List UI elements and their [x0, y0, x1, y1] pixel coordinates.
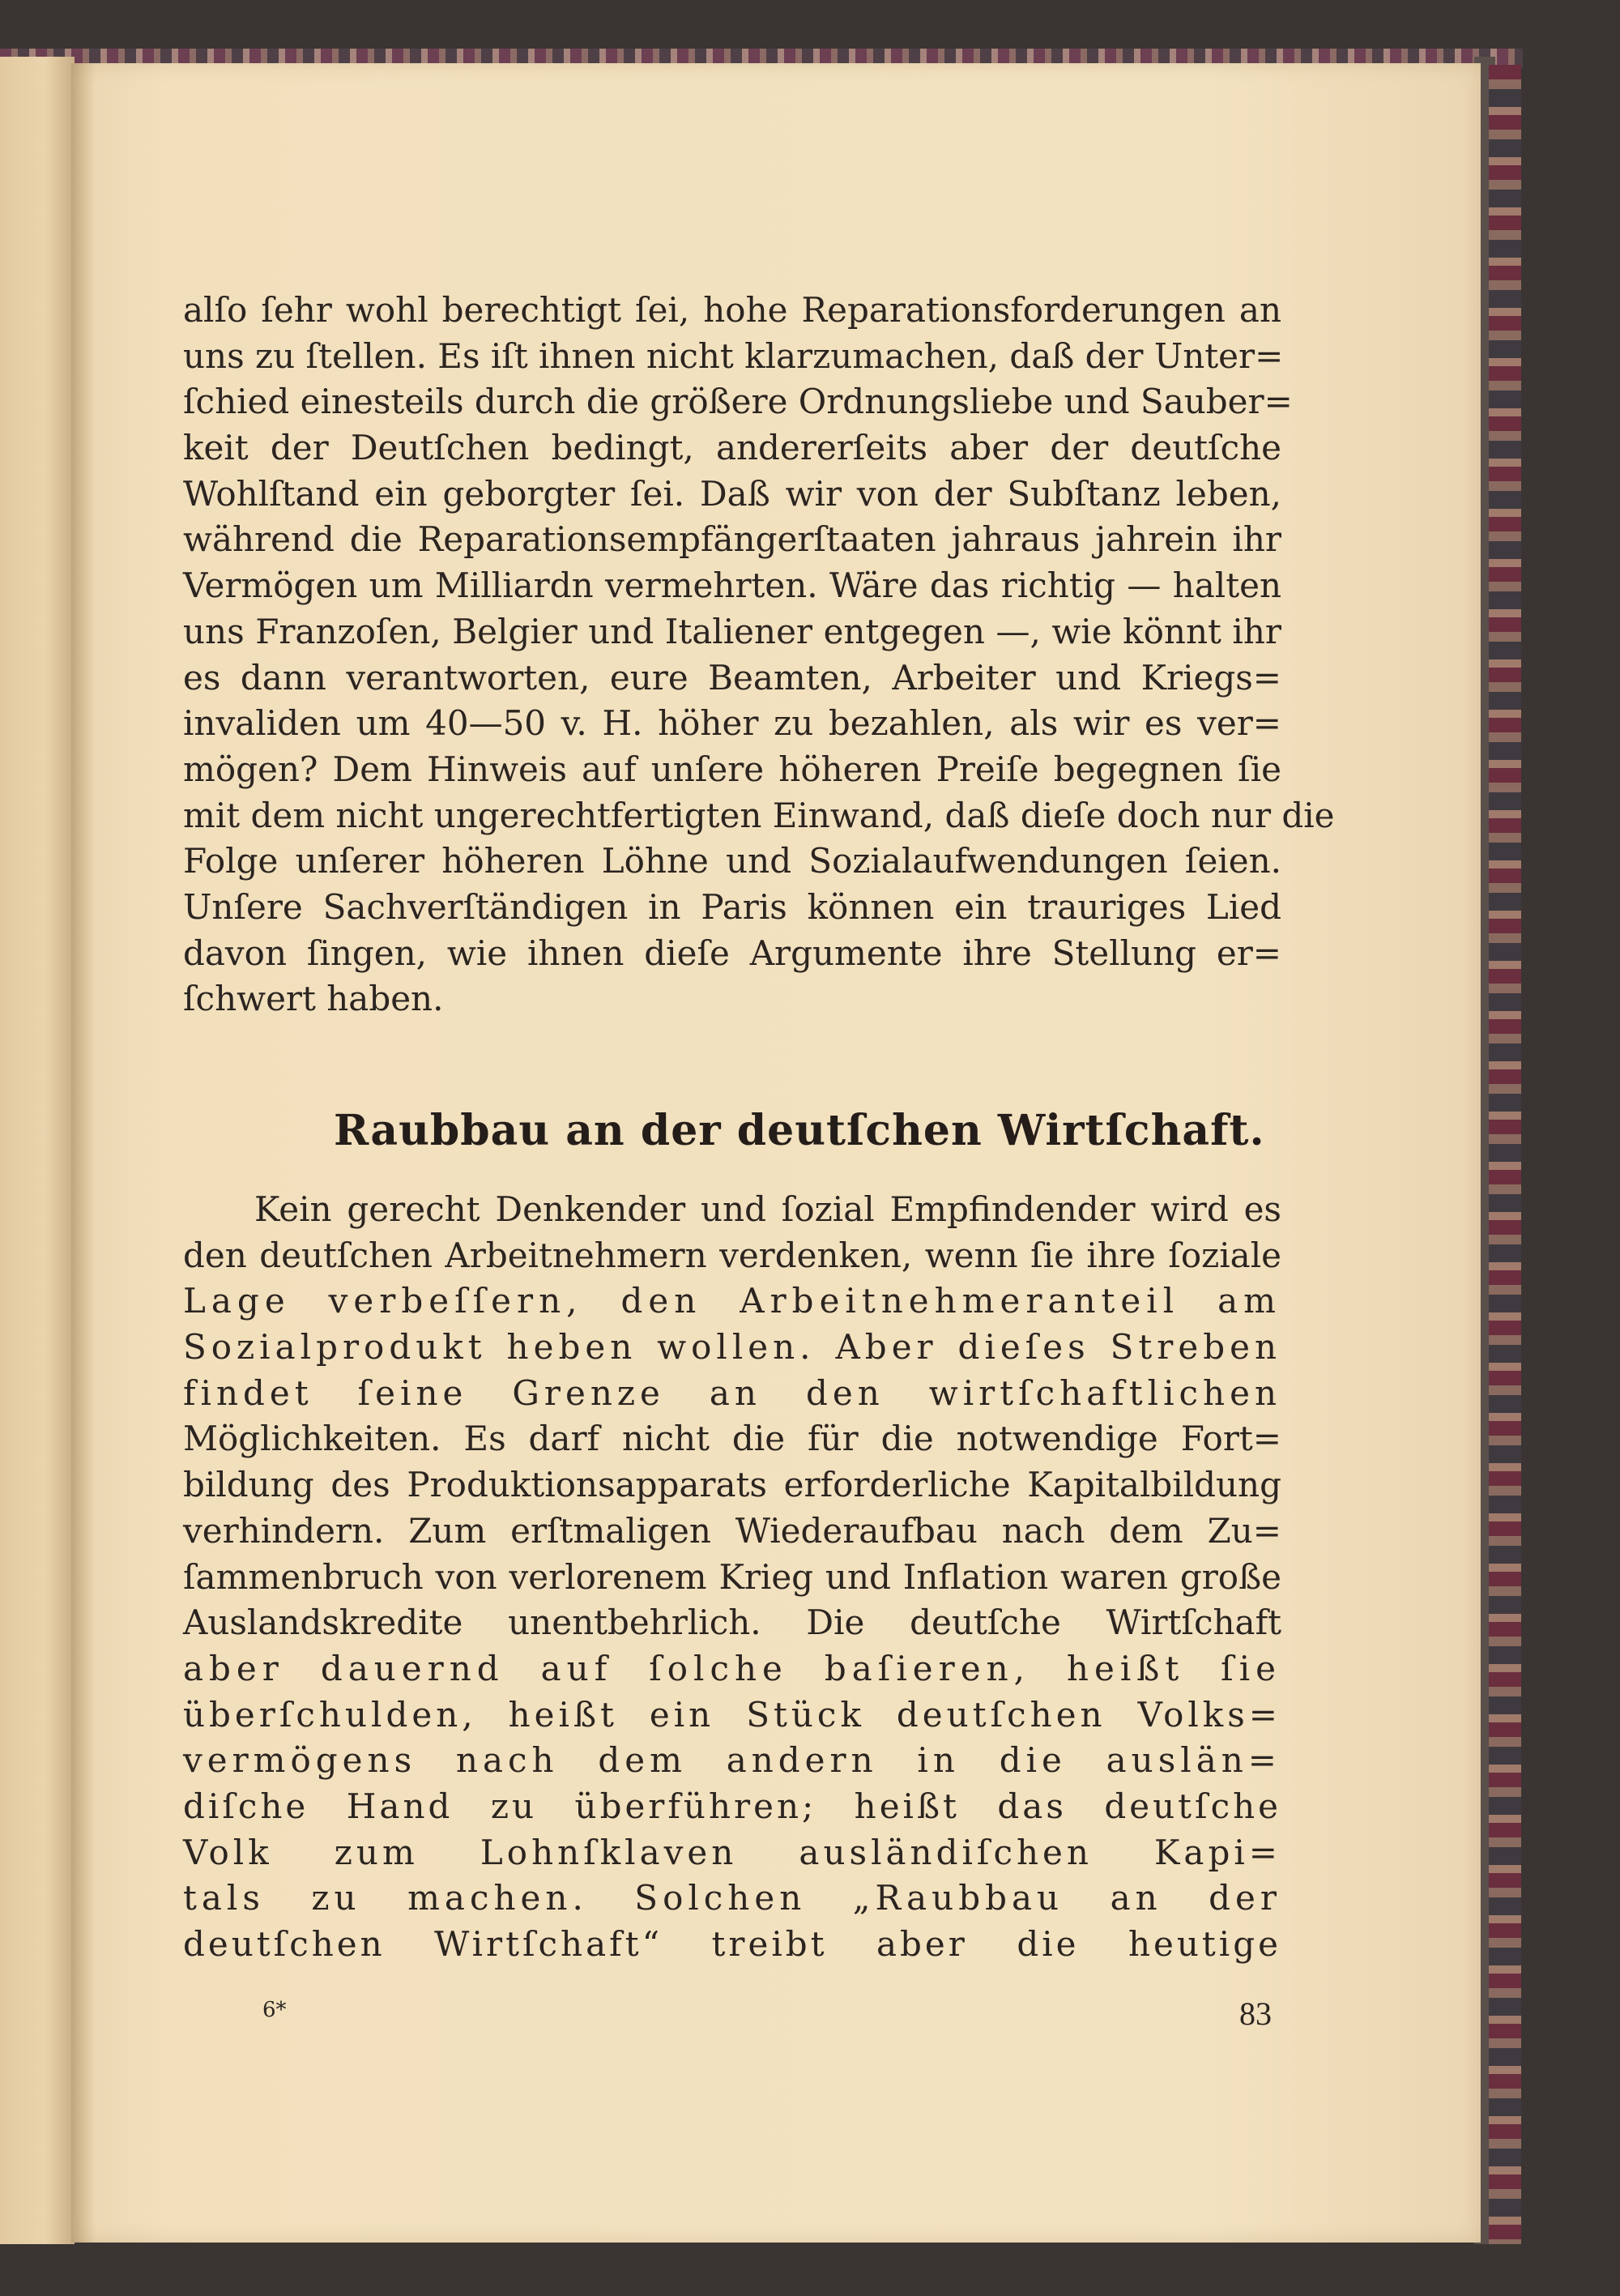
- text-line: Volk zum Lohnſklaven ausländiſchen Kapi=: [183, 1832, 1281, 1872]
- text-line: tals zu machen. Solchen „Raubbau an der: [183, 1878, 1281, 1918]
- page-number: 83: [1239, 1995, 1272, 2032]
- text-line: Möglichkeiten. Es darf nicht die für die notwendige Fort=: [183, 1419, 1281, 1459]
- text-line: Kein gerecht Denkender und ſozial Empfindender wird es: [254, 1189, 1281, 1229]
- text-line: keit der Deutſchen bedingt, andererſeits aber der deutſche: [183, 428, 1281, 468]
- left-page-edge: [0, 57, 75, 2244]
- text-line: mögen? Dem Hinweis auf unſere höheren Preiſe begegnen ſie: [183, 749, 1281, 789]
- text-line: Auslandskredite unentbehrlich. Die deutſche Wirtſchaft: [183, 1603, 1281, 1643]
- text-line: ſammenbruch von verlorenem Krieg und Inflation waren große: [183, 1556, 1281, 1597]
- text-line: mit dem nicht ungerechtfertigten Einwand, daß dieſe doch nur die: [183, 795, 1335, 835]
- paragraph-2: [183, 1187, 1281, 1968]
- marbled-cover-right-edge: [1489, 65, 1521, 2244]
- text-line: verhindern. Zum erſtmaligen Wiederaufbau nach dem Zu=: [183, 1510, 1281, 1551]
- text-line: diſche Hand zu überführen; heißt das deutſche: [183, 1786, 1281, 1826]
- text-line: uns Franzoſen, Belgier und Italiener entgegen —, wie könnt ihr: [183, 611, 1281, 651]
- text-line: ſchwert haben.: [183, 979, 444, 1019]
- text-line: vermögens nach dem andern in die auslän=: [183, 1740, 1281, 1781]
- text-line: überſchulden, heißt ein Stück deutſchen Volks=: [183, 1694, 1281, 1735]
- text-line: Wohlſtand ein geborgter ſei. Daß wir von der Subſtanz leben,: [183, 473, 1281, 514]
- text-line: deutſchen Wirtſchaft“ treibt aber die heutige: [183, 1924, 1281, 1964]
- text-line: invaliden um 40—50 v. H. höher zu bezahlen, als wir es ver=: [183, 703, 1281, 744]
- text-line: es dann verantworten, eure Beamten, Arbeiter und Kriegs=: [183, 657, 1281, 698]
- text-line: ſchied einesteils durch die größere Ordnungsliebe und Sauber=: [183, 382, 1293, 422]
- text-line: uns zu ſtellen. Es iſt ihnen nicht klarzumachen, daß der Unter=: [183, 335, 1284, 376]
- text-line: den deutſchen Arbeitnehmern verdenken, wenn ſie ihre ſoziale: [183, 1235, 1281, 1275]
- text-line: findet ſeine Grenze an den wirtſchaftlichen: [183, 1372, 1281, 1413]
- text-line: während die Reparationsempfängerſtaaten jahraus jahrein ihr: [183, 519, 1281, 560]
- text-line: Folge unſerer höheren Löhne und Sozialaufwendungen ſeien.: [183, 841, 1281, 881]
- text-line: Unſere Sachverſtändigen in Paris können ein trauriges Lied: [183, 886, 1281, 927]
- section-heading: Raubbau an der deutſchen Wirtſchaft.: [334, 1106, 1265, 1155]
- signature-mark: 6*: [262, 1998, 287, 2022]
- text-line: bildung des Produktionsapparats erforderliche Kapitalbildung: [183, 1465, 1281, 1505]
- paragraph-1: [183, 288, 1335, 1022]
- text-line: aber dauernd auf ſolche baſieren, heißt ſie: [183, 1648, 1281, 1688]
- text-line: Sozialprodukt heben wollen. Aber dieſes Streben: [183, 1327, 1281, 1368]
- text-line: davon ſingen, wie ihnen dieſe Argumente ihre Stellung er=: [183, 932, 1281, 973]
- text-line: Lage verbeſſern, den Arbeitnehmeranteil am: [183, 1281, 1281, 1321]
- text-line: alſo ſehr wohl berechtigt ſei, hohe Reparationsforderungen an: [183, 290, 1281, 330]
- text-line: Vermögen um Milliardn vermehrten. Wäre das richtig — halten: [183, 565, 1281, 606]
